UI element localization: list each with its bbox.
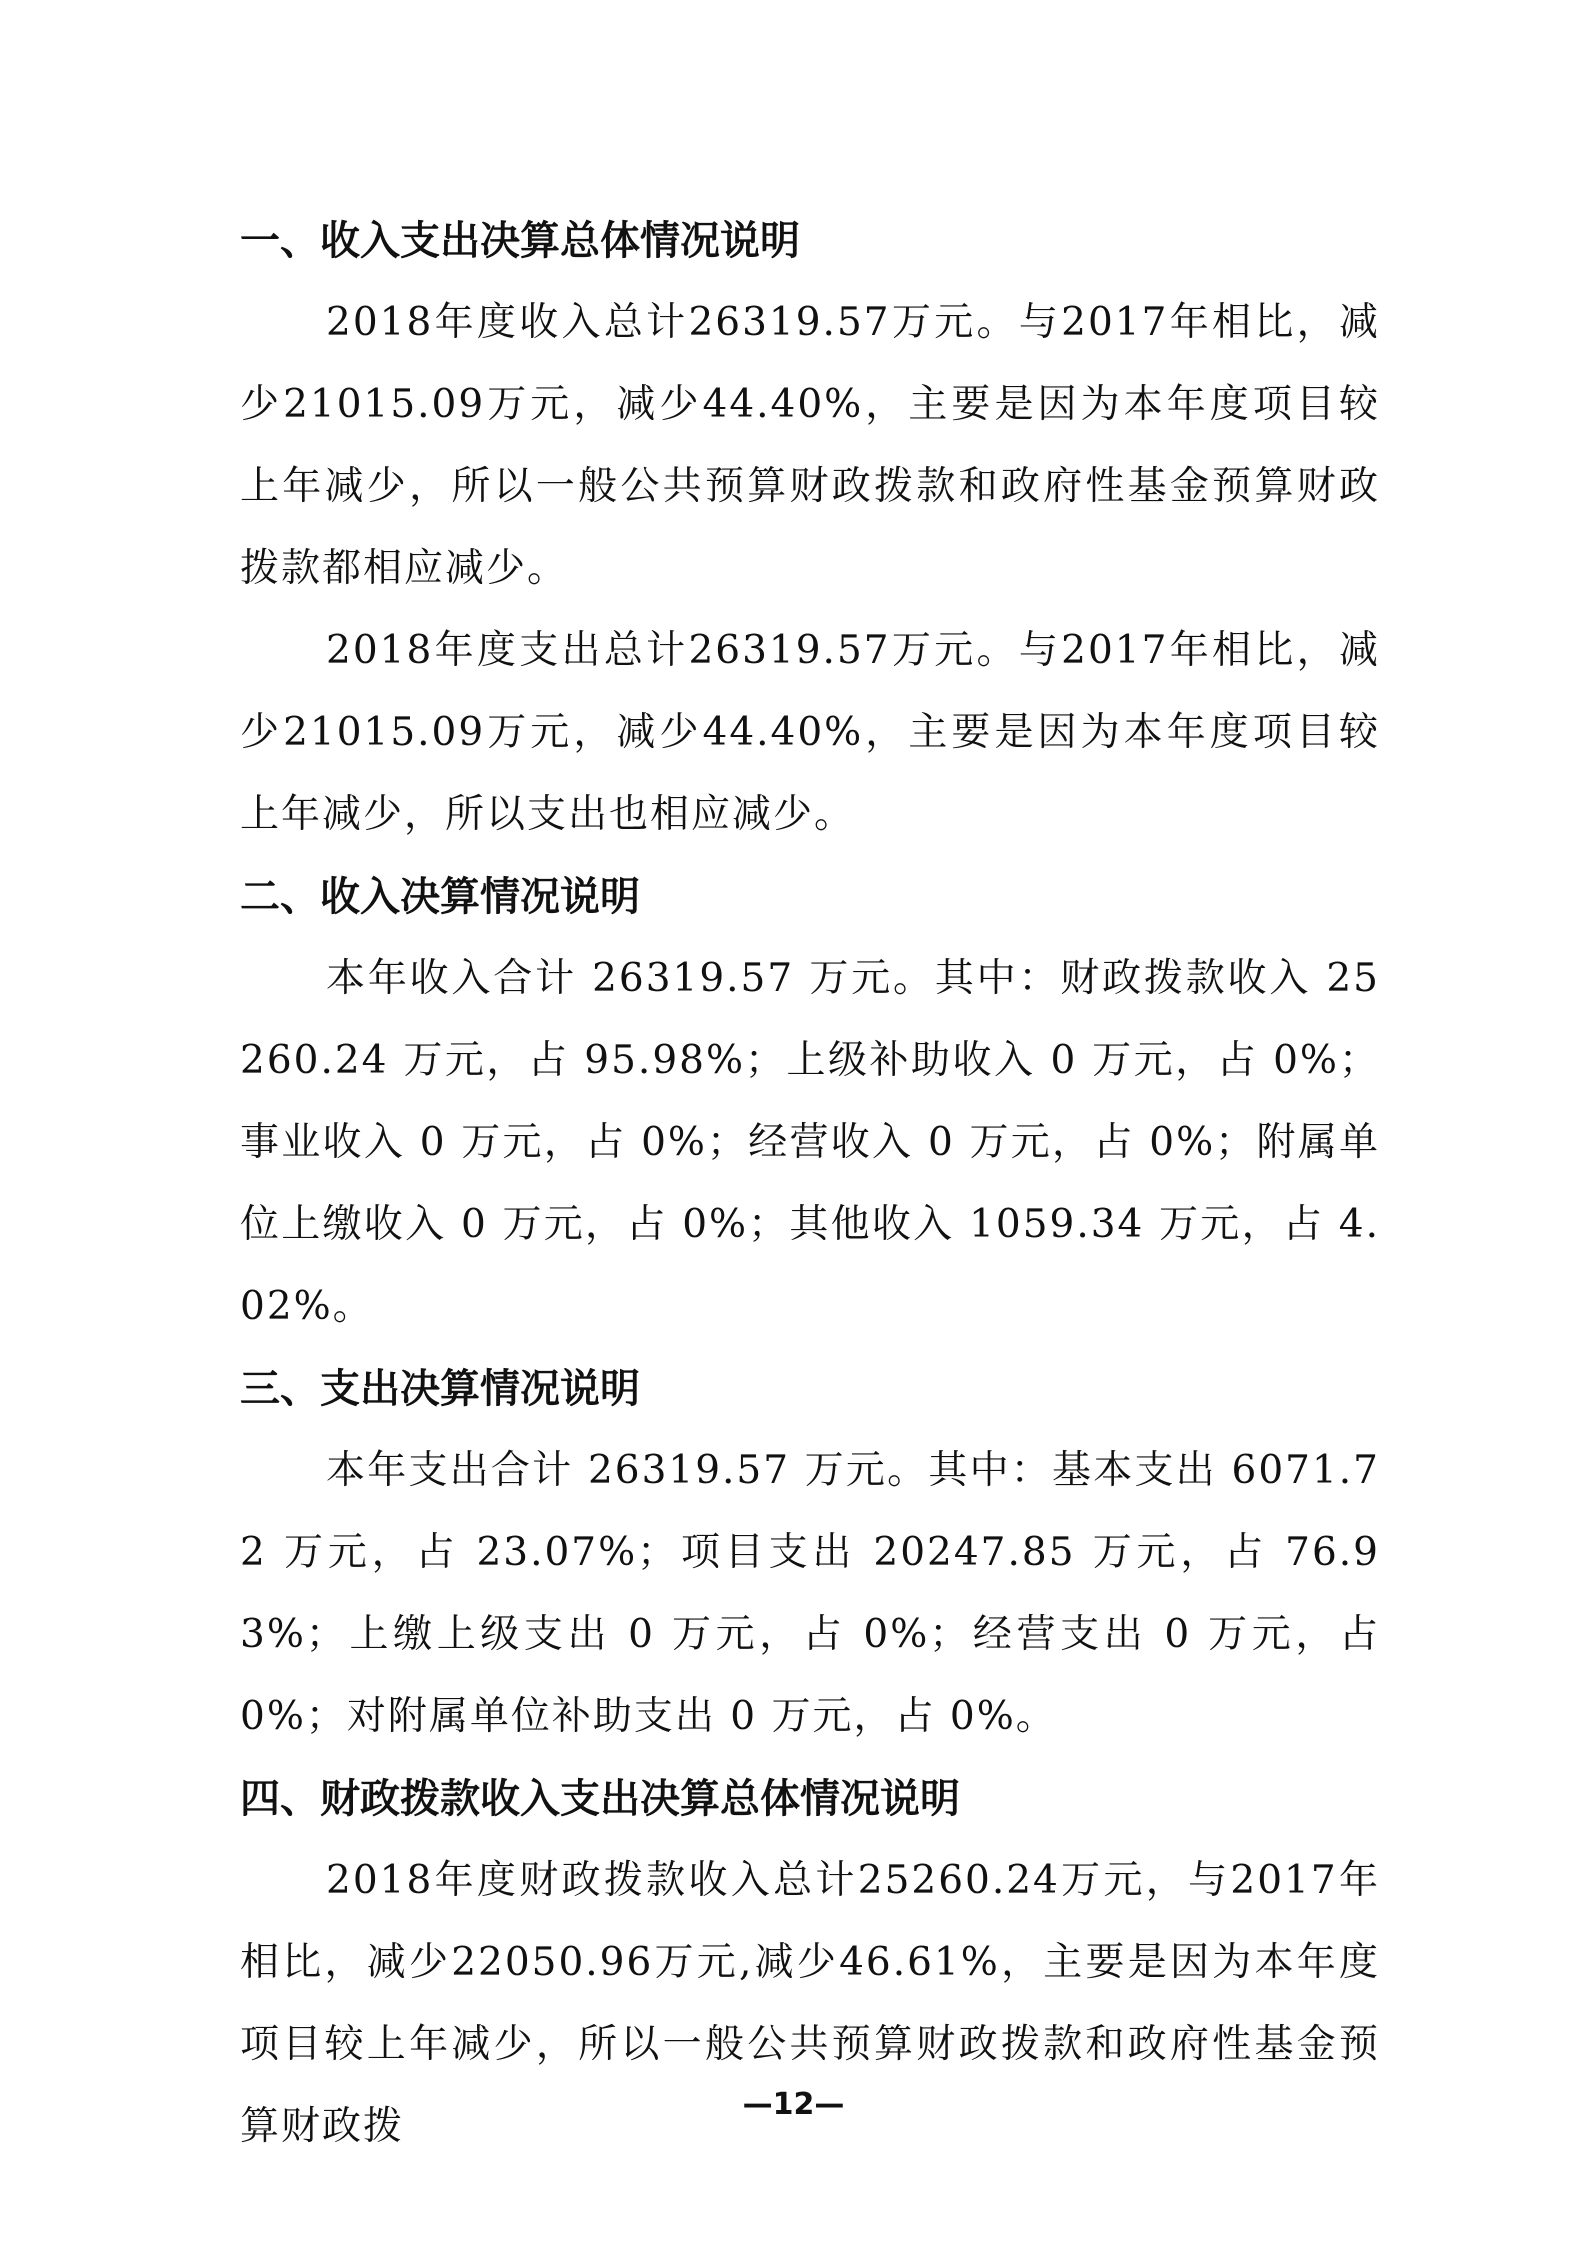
section-heading-1: 一、收入支出决算总体情况说明 [240, 218, 800, 264]
section-2-paragraph-1: 本年收入合计 26319.57 万元。其中：财政拨款收入 25260.24 万元，占 95.98%；上级补助收入 0 万元，占 0%；事业收入 0 万元，占 0%；经营收入 0 万元，占 0%；附属单位上缴收入 0 万元，占 0%；其他收入 1059.34 万元，占 4.02%。 [240, 956, 1380, 1329]
section-heading-3: 三、支出决算情况说明 [240, 1366, 640, 1412]
section-1-paragraph-2: 2018年度支出总计26319.57万元。与2017年相比，减少21015.09万元，减少44.40%，主要是因为本年度项目较上年减少，所以支出也相应减少。 [240, 628, 1380, 837]
page-number: —12— [742, 2087, 845, 2122]
section-heading-2: 二、收入决算情况说明 [240, 874, 640, 920]
section-heading-4: 四、财政拨款收入支出决算总体情况说明 [240, 1776, 960, 1822]
document-body [240, 200, 1380, 2168]
section-4-paragraph-1: 2018年度财政拨款收入总计25260.24万元，与2017年相比，减少22050.96万元,减少46.61%，主要是因为本年度项目较上年减少，所以一般公共预算财政拨款和政府性基金预算财政拨 [240, 1858, 1380, 2149]
section-1-paragraph-1: 2018年度收入总计26319.57万元。与2017年相比，减少21015.09万元，减少44.40%，主要是因为本年度项目较上年减少，所以一般公共预算财政拨款和政府性基金预算财政拨款都相应减少。 [240, 300, 1380, 591]
section-3-paragraph-1: 本年支出合计 26319.57 万元。其中：基本支出 6071.72 万元，占 23.07%；项目支出 20247.85 万元，占 76.93%；上缴上级支出 0 万元，占 0%；经营支出 0 万元，占 0%；对附属单位补助支出 0 万元，占 0%。 [240, 1448, 1380, 1739]
